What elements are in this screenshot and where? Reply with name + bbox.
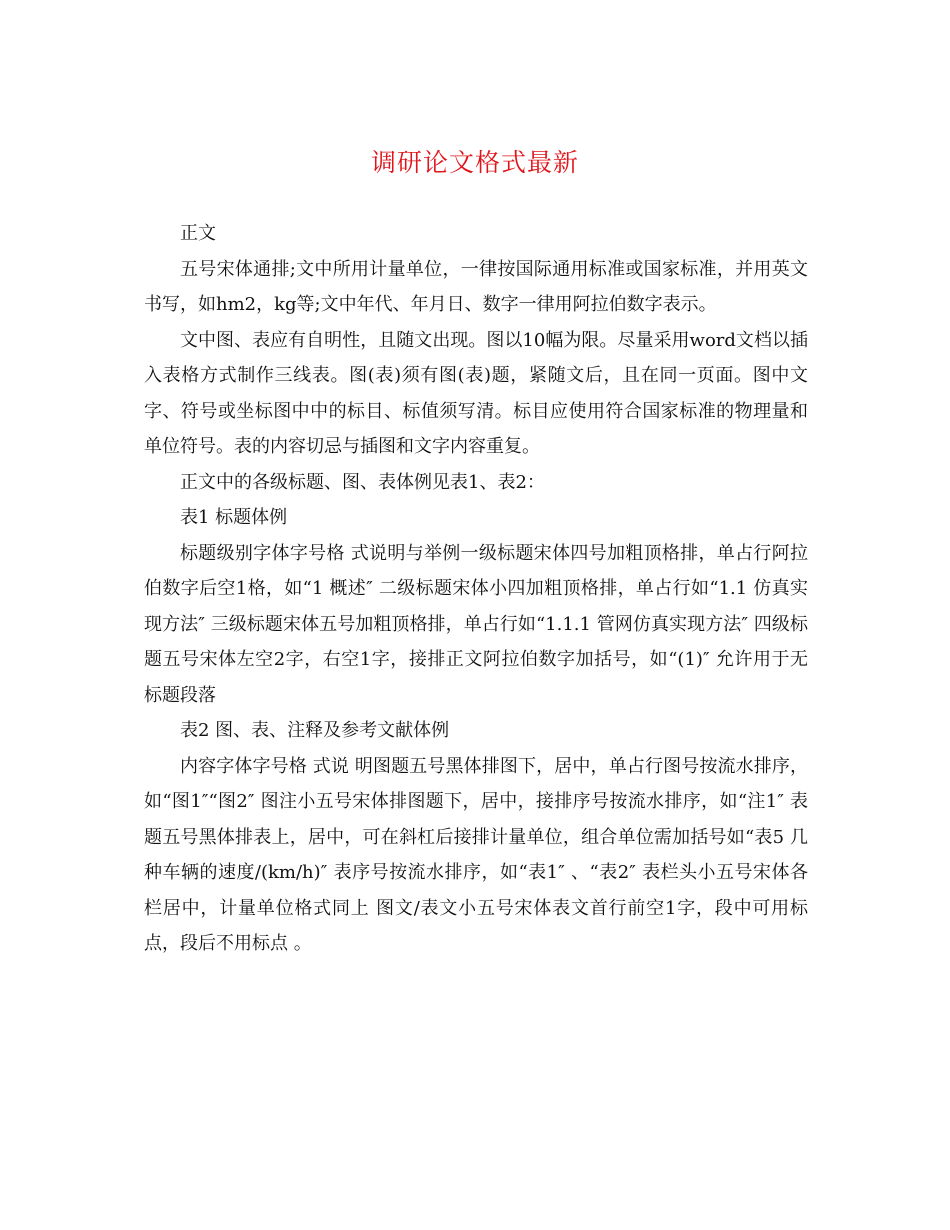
section-heading-zhengwen: 正文 xyxy=(180,223,216,244)
table1-caption: 表1 标题体例 xyxy=(180,507,288,528)
paragraph-examples-intro: 正文中的各级标题、图、表体例见表1、表2： xyxy=(180,471,545,493)
table1-content: 标题级别字体字号格 式说明与举例一级标题宋体四号加粗顶格排，单占行阿拉伯数字后空1格，如“1 概述″ 二级标题宋体小四加粗顶格排，单占行如“1.1 仿真实现方法″ 三级标题宋体五号加粗顶格排，单占行如“1.1.1 管网仿真实现方法″ 四级标题五号宋体左空2字，右空1字，接排正文阿拉伯数字加括号，如“(1)″ 允许用于无标题段落 xyxy=(144,542,808,706)
document-body xyxy=(144,216,808,962)
paragraph-units: 五号宋体通排;文中所用计量单位，一律按国际通用标准或国家标准，并用英文书写，如hm2，kg等;文中年代、年月日、数字一律用阿拉伯数字表示。 xyxy=(144,258,808,315)
table2-content: 内容字体字号格 式说 明图题五号黑体排图下，居中，单占行图号按流水排序，如“图1″“图2″ 图注小五号宋体排图题下，居中，接排序号按流水排序，如“注1″ 表题五号黑体排表上，居中，可在斜杠后接排计量单位，组合单位需加括号如“表5 几种车辆的速度/(km/h)″ 表序号按流水排序，如“表1″ 、“表2″ 表栏头小五号宋体各栏居中，计量单位格式同上 图文/表文小五号宋体表文首行前空1字，段中可用标点，段后不用标点 。 xyxy=(144,755,808,954)
paragraph-figures-tables: 文中图、表应有自明性，且随文出现。图以10幅为限。尽量采用word文档以插入表格方式制作三线表。图(表)须有图(表)题，紧随文后，且在同一页面。图中文字、符号或坐标图中中的标目、标值须写清。标目应使用符合国家标准的物理量和单位符号。表的内容切忌与插图和文字内容重复。 xyxy=(144,329,808,457)
table2-caption: 表2 图、表、注释及参考文献体例 xyxy=(180,720,450,741)
document-title: 调研论文格式最新 xyxy=(370,148,579,177)
